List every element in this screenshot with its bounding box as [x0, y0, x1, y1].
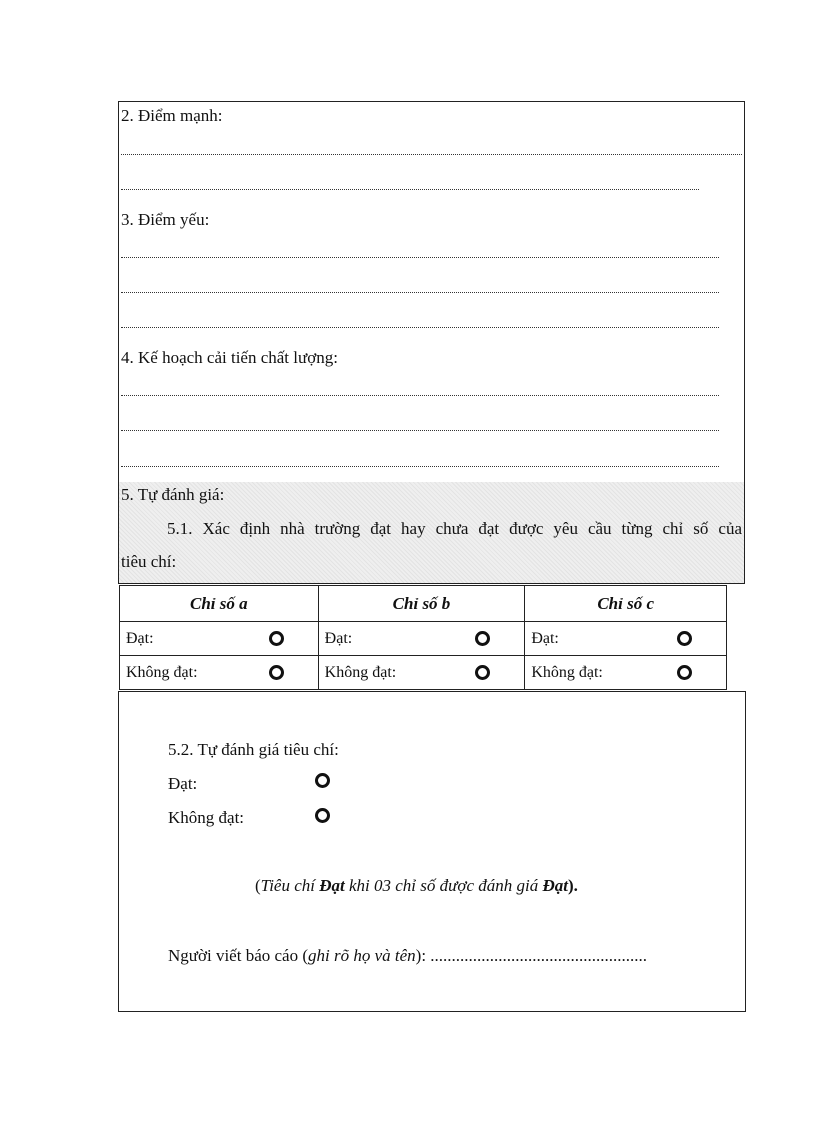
- indicator-b-pass-radio[interactable]: [475, 631, 490, 646]
- criterion-pass-radio[interactable]: [315, 773, 330, 788]
- criterion-heading: 5.2. Tự đánh giá tiêu chí:: [168, 740, 339, 759]
- indicator-instruction-line-1: 5.1. Xác định nhà trường đạt hay chưa đạt được yêu cầu từng chỉ số của: [167, 519, 742, 538]
- indicator-header-row: [120, 586, 727, 622]
- indicator-b-fail-radio[interactable]: [475, 665, 490, 680]
- note-bold-1: Đạt: [319, 876, 345, 895]
- fail-label: Không đạt:: [531, 663, 603, 681]
- weaknesses-fill-line-1[interactable]: [121, 257, 719, 258]
- indicator-b-header: Chỉ số b: [318, 586, 525, 622]
- indicator-b-fail-cell: [318, 656, 525, 690]
- criterion-fail-label: Không đạt:: [168, 808, 245, 827]
- strengths-fill-line-2[interactable]: [121, 189, 699, 190]
- indicator-fail-row: [120, 656, 727, 690]
- indicator-pass-row: [120, 622, 727, 656]
- weaknesses-fill-line-2[interactable]: [121, 292, 719, 293]
- note-open: (: [255, 876, 261, 895]
- indicator-c-header: Chỉ số c: [525, 586, 727, 622]
- strengths-heading: 2. Điểm mạnh:: [121, 106, 223, 125]
- self-assessment-heading: 5. Tự đánh giá:: [121, 485, 225, 504]
- strengths-fill-line-1[interactable]: [121, 154, 742, 155]
- note-close: ).: [568, 876, 578, 895]
- author-fill[interactable]: ): ...................................................: [415, 946, 648, 965]
- criterion-fail-radio[interactable]: [315, 808, 330, 823]
- indicator-c-pass-radio[interactable]: [677, 631, 692, 646]
- indicator-instruction-line-2: tiêu chí:: [121, 552, 177, 571]
- criterion-pass-label: Đạt:: [168, 774, 198, 793]
- plan-fill-line-3[interactable]: [121, 466, 719, 467]
- pass-label: Đạt:: [324, 629, 353, 647]
- author-pre: Người viết báo cáo (: [168, 946, 308, 965]
- indicator-c-fail-cell: [525, 656, 727, 690]
- note-bold-2: Đạt: [542, 876, 569, 895]
- report-author-line: [168, 946, 647, 966]
- improvement-plan-heading: 4. Kế hoạch cải tiến chất lượng:: [121, 348, 338, 367]
- note-pre: Tiêu chí: [260, 876, 320, 895]
- weaknesses-heading: 3. Điểm yếu:: [121, 210, 210, 229]
- plan-fill-line-2[interactable]: [121, 430, 719, 431]
- note-mid: khi 03 chỉ số được đánh giá: [344, 876, 543, 895]
- fail-label: Không đạt:: [126, 663, 198, 681]
- indicator-a-pass-radio[interactable]: [269, 631, 284, 646]
- pass-label: Đạt:: [126, 629, 154, 647]
- indicator-a-fail-radio[interactable]: [269, 665, 284, 680]
- criterion-note: [255, 876, 578, 896]
- indicator-c-fail-radio[interactable]: [677, 665, 692, 680]
- indicator-table: [119, 585, 727, 690]
- author-italic: ghi rõ họ và tên: [308, 946, 416, 965]
- indicator-c-pass-cell: [525, 622, 727, 656]
- plan-fill-line-1[interactable]: [121, 395, 719, 396]
- report-section-box: [118, 101, 745, 584]
- weaknesses-fill-line-3[interactable]: [121, 327, 719, 328]
- fail-label: Không đạt:: [324, 663, 397, 681]
- indicator-b-pass-cell: [318, 622, 525, 656]
- indicator-a-header: Chỉ số a: [120, 586, 319, 622]
- indicator-a-pass-cell: [120, 622, 319, 656]
- pass-label: Đạt:: [531, 629, 559, 647]
- indicator-a-fail-cell: [120, 656, 319, 690]
- criterion-assessment-box: [118, 691, 746, 1012]
